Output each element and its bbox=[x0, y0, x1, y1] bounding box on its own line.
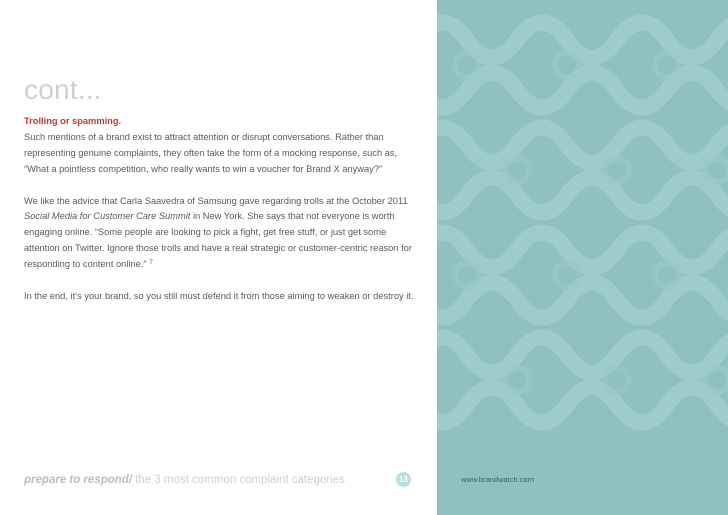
wave-row-4 bbox=[437, 178, 728, 213]
wave-row-8 bbox=[437, 388, 728, 423]
pattern-ring bbox=[605, 158, 629, 182]
pattern-ring bbox=[605, 368, 629, 392]
pattern-ring bbox=[455, 263, 479, 287]
footnote-marker: 7 bbox=[149, 260, 153, 267]
wave-row-6 bbox=[437, 283, 728, 318]
wave-row-3 bbox=[437, 128, 728, 163]
paragraph-2 bbox=[24, 194, 416, 274]
brandwatch-url[interactable]: www.brandwatch.com bbox=[461, 475, 534, 484]
pattern-ring bbox=[705, 158, 728, 182]
wave-pattern bbox=[437, 0, 728, 515]
paragraph-2-text-a: We like the advice that Carla Saavedra of Samsung gave regarding trolls at the October 2011 bbox=[24, 195, 408, 206]
body-text bbox=[24, 114, 416, 321]
footer-subtitle: the 3 most common complaint categories bbox=[132, 474, 345, 486]
wave-row-5 bbox=[437, 233, 728, 268]
paragraph-1 bbox=[24, 114, 416, 178]
pattern-ring bbox=[555, 53, 579, 77]
pattern-ring bbox=[555, 263, 579, 287]
pattern-ring bbox=[655, 263, 679, 287]
wave-row-2 bbox=[437, 73, 728, 108]
pattern-ring bbox=[705, 368, 728, 392]
paragraph-3 bbox=[24, 289, 416, 305]
paragraph-1-text: Such mentions of a brand exist to attract attention or disrupt conversations. Rather than representing genuine complaints, they often take the form of a mocking response, such as, “What a pointless competition, who really wants to win a voucher for Brand X anyway?” bbox=[24, 131, 398, 174]
wave-row-1 bbox=[437, 23, 728, 58]
wave-row-7 bbox=[437, 338, 728, 373]
page-heading: cont... bbox=[24, 74, 102, 105]
paragraph-2-text-b: in New York. She says that not everyone is worth engaging online. “Some people are looking to pick a fight, get free stuff, or just get some attention on Twitter. Ignore those trolls and have a real strategic or customer-centric reason for responding to content online.” bbox=[24, 211, 412, 270]
footer-section: prepare to respond/ bbox=[24, 474, 132, 486]
pattern-ring bbox=[655, 53, 679, 77]
section-title: Trolling or spamming. bbox=[24, 116, 122, 126]
pattern-ring bbox=[505, 158, 529, 182]
summit-name: Social Media for Customer Care Summit bbox=[24, 211, 191, 222]
decorative-pattern-panel bbox=[437, 0, 728, 515]
page-number-badge: 13 bbox=[396, 472, 411, 487]
paragraph-3-text: In the end, it’s your brand, so you still must defend it from those aiming to weaken or destroy it. bbox=[24, 290, 414, 301]
footer-caption bbox=[24, 474, 345, 486]
pattern-ring bbox=[455, 53, 479, 77]
pattern-ring bbox=[505, 368, 529, 392]
